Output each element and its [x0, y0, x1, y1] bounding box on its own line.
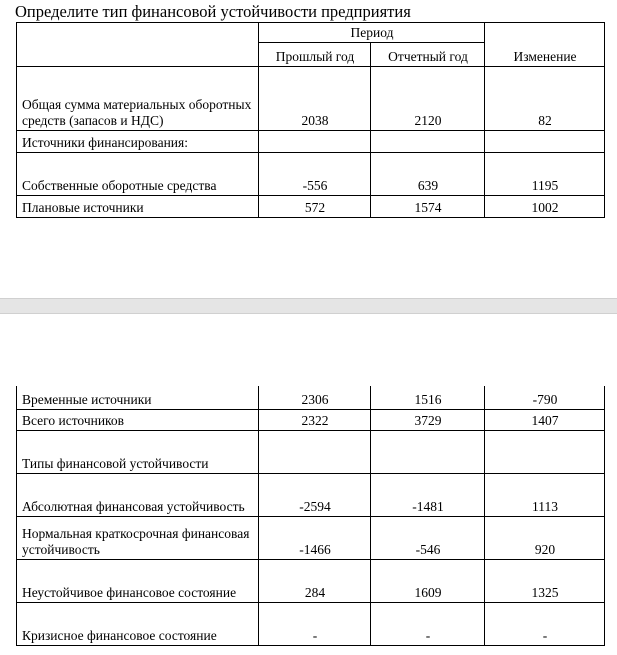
row-change — [485, 430, 605, 473]
row-prev: 284 — [259, 559, 371, 602]
row-label: Абсолютная финансовая устойчивость — [17, 473, 259, 516]
row-label: Общая сумма материальных оборотных средств (запасов и НДС) — [17, 67, 259, 131]
table-row — [17, 602, 605, 645]
row-change — [485, 131, 605, 153]
row-curr: 1609 — [371, 559, 485, 602]
row-prev: 572 — [259, 196, 371, 218]
row-curr: 639 — [371, 153, 485, 196]
table-row — [17, 67, 605, 131]
table-row — [17, 409, 605, 430]
row-prev: 2306 — [259, 386, 371, 409]
row-change: 1002 — [485, 196, 605, 218]
row-label: Временные источники — [17, 386, 259, 409]
table-row — [17, 473, 605, 516]
table-row — [17, 196, 605, 218]
row-curr: 1574 — [371, 196, 485, 218]
row-curr — [371, 430, 485, 473]
row-label: Кризисное финансовое состояние — [17, 602, 259, 645]
row-curr: 2120 — [371, 67, 485, 131]
header-change: Изменение — [513, 49, 577, 64]
table-row — [17, 153, 605, 196]
row-prev: -2594 — [259, 473, 371, 516]
row-change: 1195 — [485, 153, 605, 196]
row-change: 1407 — [485, 409, 605, 430]
table-row — [17, 131, 605, 153]
row-label: Всего источников — [17, 409, 259, 430]
row-label: Нормальная краткосрочная финансовая устойчивость — [17, 516, 259, 559]
header-period: Период — [259, 23, 485, 43]
row-prev: - — [259, 602, 371, 645]
row-curr — [371, 131, 485, 153]
row-prev — [259, 430, 371, 473]
row-change: - — [485, 602, 605, 645]
page-title: Определите тип финансовой устойчивости предприятия — [15, 2, 411, 21]
row-prev: 2322 — [259, 409, 371, 430]
header-prev-year: Прошлый год — [259, 43, 371, 67]
table-row — [17, 386, 605, 409]
header-empty-cell — [17, 23, 259, 67]
row-curr: - — [371, 602, 485, 645]
row-prev — [259, 131, 371, 153]
row-change: 82 — [485, 67, 605, 131]
row-label: Неустойчивое финансовое состояние — [17, 559, 259, 602]
row-prev: -556 — [259, 153, 371, 196]
row-label: Источники финансирования: — [17, 131, 259, 153]
row-curr: -546 — [371, 516, 485, 559]
row-change: 1113 — [485, 473, 605, 516]
header-change-cell — [485, 23, 605, 67]
row-prev: -1466 — [259, 516, 371, 559]
row-curr: 3729 — [371, 409, 485, 430]
stability-table-part-1 — [16, 22, 605, 218]
row-label: Плановые источники — [17, 196, 259, 218]
table-row — [17, 559, 605, 602]
row-change: 1325 — [485, 559, 605, 602]
row-curr: 1516 — [371, 386, 485, 409]
row-curr: -1481 — [371, 473, 485, 516]
stability-table-part-2 — [16, 386, 605, 646]
row-change: -790 — [485, 386, 605, 409]
row-label: Собственные оборотные средства — [17, 153, 259, 196]
row-change: 920 — [485, 516, 605, 559]
table-row — [17, 516, 605, 559]
row-prev: 2038 — [259, 67, 371, 131]
table-row — [17, 430, 605, 473]
header-curr-year: Отчетный год — [371, 43, 485, 67]
row-label: Типы финансовой устойчивости — [17, 430, 259, 473]
page-break — [0, 298, 617, 314]
